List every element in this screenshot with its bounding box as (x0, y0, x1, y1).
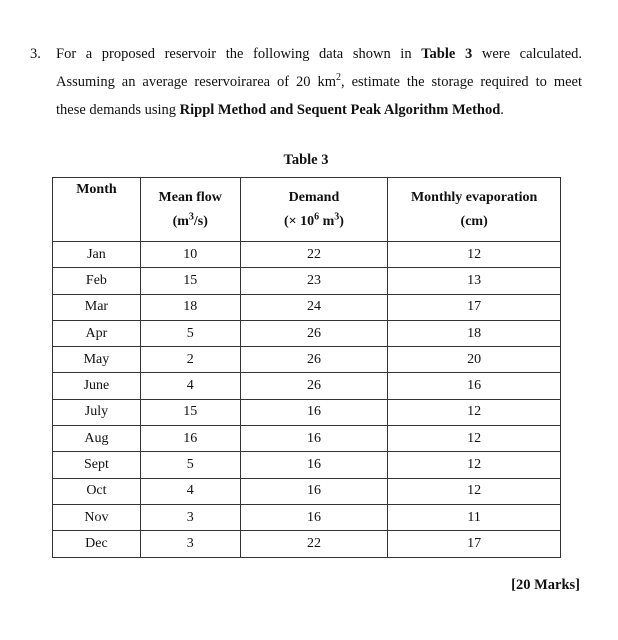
header-demand: Demand (× $10^6$ $m^3$) (240, 178, 388, 242)
table-row: Sept 5 16 12 (53, 452, 561, 478)
question-line-2: Assuming an average reservoirarea of 20 $km^2$, estimate the storage required to meet (56, 72, 583, 90)
question-block (30, 40, 582, 124)
table-row: Jan 10 22 12 (53, 242, 561, 268)
header-demand-unit: (× $10^6$ $m^3$) (283, 210, 344, 229)
header-flow-unit: $(m^3/s)$ (172, 210, 208, 229)
table-row: Aug 16 16 12 (53, 426, 561, 452)
table-row: Dec 3 22 17 (53, 531, 561, 557)
question-line-3: these demands using Rippl Method and Sequent Peak Algorithm Method. (56, 102, 504, 118)
table-row: Feb 15 23 13 (53, 268, 561, 294)
table-row: June 4 26 16 (53, 373, 561, 399)
table-row: Mar 18 24 17 (53, 294, 561, 320)
table-row: Nov 3 16 11 (53, 504, 561, 530)
table-caption: Table 3 (283, 152, 329, 168)
data-table (52, 177, 561, 558)
header-mean-flow: Mean flow $(m^3/s)$ (140, 178, 240, 242)
header-month: Month (53, 178, 141, 242)
table-row: Apr 5 26 18 (53, 320, 561, 346)
table-row: May 2 26 20 (53, 347, 561, 373)
table-header-row (53, 178, 561, 242)
question-number: 3. (30, 46, 41, 62)
question-line-1: For a proposed reservoir the following data shown in Table 3 were calculated. (56, 46, 583, 62)
table-row: Oct 4 16 12 (53, 478, 561, 504)
table-reference: Table 3 (421, 46, 473, 62)
methods-text: Rippl Method and Sequent Peak Algorithm Method (179, 102, 501, 118)
marks-label: [20 Marks] (511, 577, 580, 593)
table-row: July 15 16 12 (53, 399, 561, 425)
header-evaporation: Monthly evaporation (cm) (388, 178, 561, 242)
question-text (56, 40, 582, 124)
